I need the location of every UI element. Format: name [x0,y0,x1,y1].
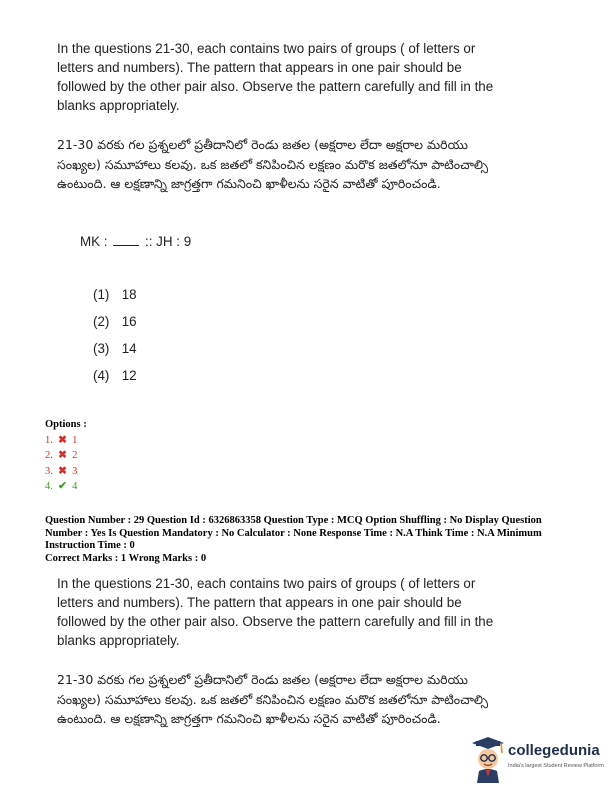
question-instructions-telugu: 21-30 వరకు గల ప్రశ్నలలో ప్రతీదానిలో రెండు జతల (అక్షరాల లేదా అక్షరాల మరియు సంఖ్యల) సమూహాలు కలవు. ఒక జతలో కనిపించిన లక్షణం మరొక జతలోనూ పాటించాల్సి ఉంటుంది. ఆ లక్షణాన్ని జాగ్రత్తగా గమనించి ఖాళీలను సరైన వాటితో పూరించండి. [57,137,489,191]
option-item [45,464,87,480]
option-label: 2. [45,450,53,461]
option-label: 1. [45,434,53,446]
choice-value: 16 [121,314,137,329]
question-instructions-telugu-2: 21-30 వరకు గల ప్రశ్నలలో ప్రతీదానిలో రెండు జతల (అక్షరాల లేదా అక్షరాల మరియు సంఖ్యల) సమూహాలు కలవు. ఒక జతలో కనిపించిన లక్షణం మరొక జతలోనూ పాటించాల్సి ఉంటుంది. ఆ లక్షణాన్ని జాగ్రత్తగా గమనించి ఖాళీలను సరైన వాటితో పూరించండి. [57,672,489,726]
option-value: 2 [72,450,78,461]
option-label: 4. [45,481,53,492]
cross-icon: ✖ [58,434,67,446]
option-value: 4 [72,481,78,492]
question-instructions-english-2: In the questions 21-30, each contains two pairs of groups ( of letters or letters and numbers). The pattern that appears in one pair should be followed by the other pair also. Observe the pattern carefully and fill in the blanks appropriately. [57,576,494,648]
option-value: 1 [72,434,78,446]
cross-icon: ✖ [58,465,67,477]
option-item [45,479,87,495]
logo-tagline: India's largest Student Review Platform [508,763,604,769]
choice-number: (1) [93,287,110,302]
logo-wordmark: collegedunia [508,742,600,759]
option-value: 3 [72,465,78,477]
choice-list [93,287,137,395]
choice-item [93,287,137,314]
options-block [45,417,87,495]
question-left: MK : [80,234,108,249]
option-item [45,433,87,449]
mascot-icon [470,737,506,783]
marks-info: Correct Marks : 1 Wrong Marks : 0 [45,553,207,564]
choice-number: (2) [93,314,110,329]
question-stem [80,234,191,249]
question-right: :: JH : 9 [145,234,192,249]
choice-item [93,341,137,368]
choice-value: 12 [121,368,137,383]
option-item [45,448,87,464]
choice-value: 14 [121,341,137,356]
choice-item [93,314,137,341]
option-label: 3. [45,465,53,477]
collegedunia-logo [468,735,603,785]
choice-item [93,368,137,395]
cross-icon: ✖ [58,450,67,461]
checkmark-icon: ✔ [58,481,67,492]
answer-blank [113,234,139,246]
options-title: Options : [45,419,87,430]
question-metadata: Question Number : 29 Question Id : 6326863358 Question Type : MCQ Option Shuffling : No Display Question Number : Yes Is Question Mandatory : No Calculator : None Response Time : N.A Think Time : N.A Minimum Instruction Time : 0 [45,515,542,551]
choice-value: 18 [121,287,137,302]
question-instructions-english: In the questions 21-30, each contains two pairs of groups ( of letters or letters and numbers). The pattern that appears in one pair should be followed by the other pair also. Observe the pattern carefully and fill in the blanks appropriately. [57,41,494,113]
choice-number: (3) [93,341,110,356]
choice-number: (4) [93,368,110,383]
